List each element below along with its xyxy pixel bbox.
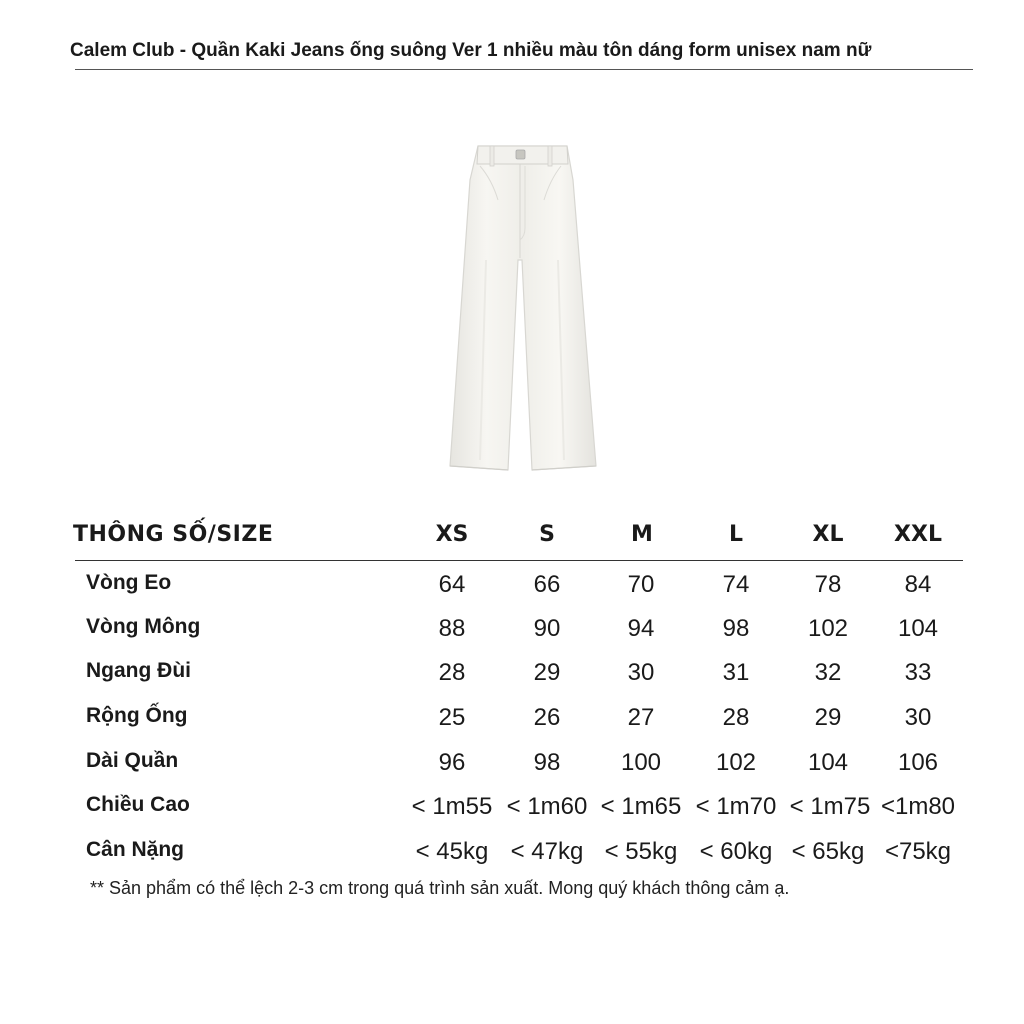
table-cell: 30 (627, 659, 655, 686)
table-row (0, 659, 1024, 699)
table-cell: 102 (807, 615, 849, 642)
size-header-xl: XL (812, 522, 844, 547)
table-cell: 104 (807, 749, 849, 776)
row-label: Dài Quần (86, 749, 179, 772)
table-cell: 29 (814, 704, 842, 731)
row-label: Chiều Cao (86, 793, 190, 816)
row-label: Vòng Mông (86, 615, 201, 638)
size-header-m: M (631, 522, 653, 547)
white-wide-leg-pants-image (440, 140, 600, 474)
size-table-header (73, 520, 963, 554)
table-cell: 27 (627, 704, 655, 731)
table-row (0, 615, 1024, 655)
size-header-xxl: XXL (894, 522, 942, 547)
table-row (0, 571, 1024, 611)
size-header-s: S (539, 522, 555, 547)
table-cell: < 1m55 (411, 793, 493, 820)
row-label: Cân Nặng (86, 838, 185, 861)
table-cell: 33 (904, 659, 932, 686)
table-cell: 29 (533, 659, 561, 686)
table-cell: 28 (438, 659, 466, 686)
table-cell: < 45kg (415, 838, 489, 865)
table-cell: 26 (533, 704, 561, 731)
table-cell: < 1m60 (506, 793, 588, 820)
table-row (0, 838, 1024, 878)
table-header-divider (75, 560, 963, 561)
table-cell: 74 (722, 571, 750, 598)
row-label: Vòng Eo (86, 571, 172, 594)
table-cell: 98 (533, 749, 561, 776)
table-cell: 64 (438, 571, 466, 598)
table-cell: 106 (897, 749, 939, 776)
table-cell: 104 (897, 615, 939, 642)
table-cell: 100 (620, 749, 662, 776)
table-cell: 96 (438, 749, 466, 776)
table-cell: 30 (904, 704, 932, 731)
table-cell: 78 (814, 571, 842, 598)
table-cell: 28 (722, 704, 750, 731)
table-cell: 98 (722, 615, 750, 642)
size-header-l: L (728, 522, 744, 547)
row-label: Rộng Ống (86, 704, 188, 727)
table-cell: < 47kg (510, 838, 584, 865)
table-cell: < 55kg (604, 838, 678, 865)
table-cell: 90 (533, 615, 561, 642)
table-cell: < 65kg (791, 838, 865, 865)
table-row (0, 704, 1024, 744)
size-header-xs: XS (435, 522, 469, 547)
table-cell: < 1m75 (789, 793, 871, 820)
table-header-label: THÔNG SỐ/SIZE (73, 522, 274, 547)
table-cell: 102 (715, 749, 757, 776)
table-cell: 31 (722, 659, 750, 686)
page-title: Calem Club - Quần Kaki Jeans ống suông Ver 1 nhiều màu tôn dáng form unisex nam nữ (70, 40, 872, 61)
table-cell: 94 (627, 615, 655, 642)
table-row (0, 749, 1024, 789)
table-cell: 84 (904, 571, 932, 598)
table-cell: 32 (814, 659, 842, 686)
table-cell: 70 (627, 571, 655, 598)
table-cell: < 1m65 (600, 793, 682, 820)
table-cell: 88 (438, 615, 466, 642)
table-cell: < 1m70 (695, 793, 777, 820)
title-divider (75, 69, 973, 70)
production-note: ** Sản phẩm có thể lệch 2-3 cm trong quá trình sản xuất. Mong quý khách thông cảm ạ. (90, 878, 790, 898)
table-cell: <75kg (884, 838, 952, 865)
table-row (0, 793, 1024, 833)
table-cell: 66 (533, 571, 561, 598)
table-cell: <1m80 (880, 793, 956, 820)
table-cell: < 60kg (699, 838, 773, 865)
table-cell: 25 (438, 704, 466, 731)
row-label: Ngang Đùi (86, 659, 191, 682)
